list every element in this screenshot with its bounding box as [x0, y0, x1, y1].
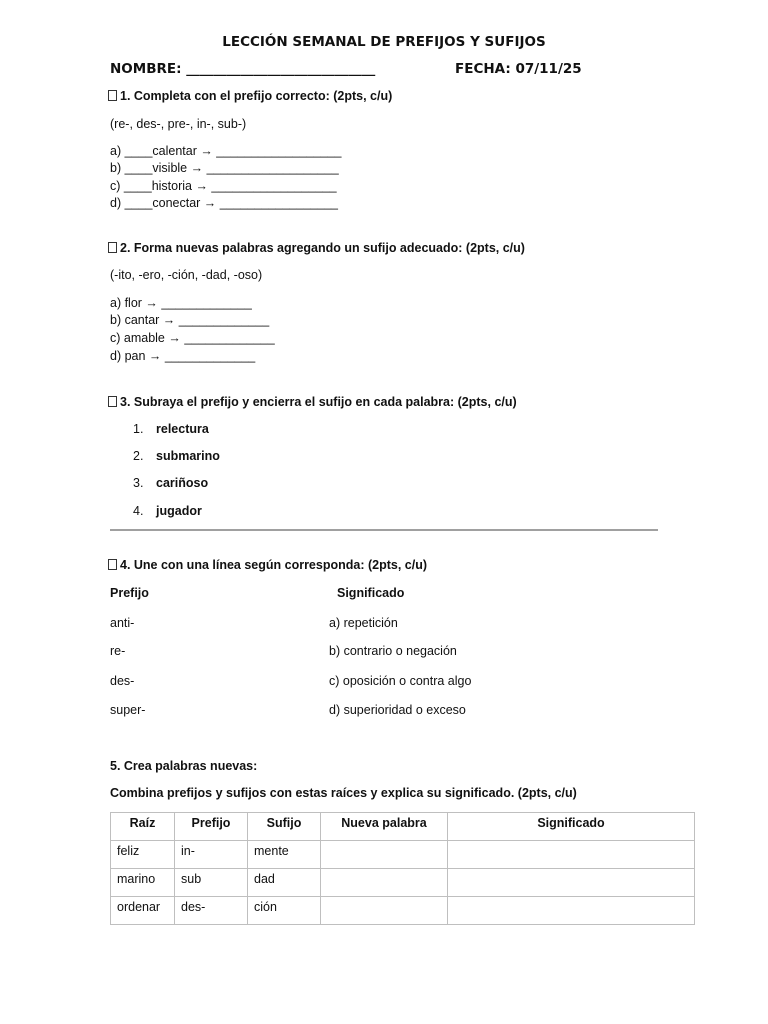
- section1-item-c[interactable]: c) ____historia → __________________: [110, 179, 337, 193]
- table-row: [111, 897, 695, 925]
- root-cell: marino: [111, 869, 175, 897]
- prefix-item[interactable]: des-: [110, 674, 135, 688]
- suffix-cell: ción: [248, 897, 321, 925]
- section2-item-c[interactable]: c) amable → _____________: [110, 331, 275, 345]
- new-word-cell[interactable]: [321, 841, 448, 869]
- prefix-cell: in-: [175, 841, 248, 869]
- section5-instruction: Combina prefijos y sufijos con estas raíces y explica su significado. (2pts, c/u): [110, 786, 577, 800]
- section2-heading: [108, 241, 525, 255]
- meaning-item[interactable]: a) repetición: [329, 616, 398, 630]
- page-title: LECCIÓN SEMANAL DE PREFIJOS Y SUFIJOS: [222, 34, 546, 50]
- date-label: FECHA: 07/11/25: [455, 61, 582, 77]
- column-header-new-word: Nueva palabra: [321, 813, 448, 841]
- prefix-column-header: Prefijo: [110, 586, 149, 600]
- section3-num-3: 3.: [133, 476, 144, 490]
- table-row: [111, 841, 695, 869]
- section1-item-d[interactable]: d) ____conectar → _________________: [110, 196, 338, 210]
- new-word-cell[interactable]: [321, 869, 448, 897]
- section1-item-a[interactable]: a) ____calentar → __________________: [110, 144, 342, 158]
- column-header-suffix: Sufijo: [248, 813, 321, 841]
- new-word-cell[interactable]: [321, 897, 448, 925]
- column-header-root: Raíz: [111, 813, 175, 841]
- root-cell: ordenar: [111, 897, 175, 925]
- prefix-item[interactable]: super-: [110, 703, 146, 717]
- prefix-cell: sub: [175, 869, 248, 897]
- section3-word-2: submarino: [156, 449, 220, 463]
- meaning-item[interactable]: d) superioridad o exceso: [329, 703, 466, 717]
- section2-options: (-ito, -ero, -ción, -dad, -oso): [110, 268, 263, 282]
- section1-heading: [108, 89, 392, 103]
- section2-item-d[interactable]: d) pan → _____________: [110, 349, 256, 363]
- section3-heading: [108, 395, 517, 409]
- section4-heading-text: 4. Une con una línea según corresponda: (2pts, c/u): [120, 558, 428, 572]
- meaning-column-header: Significado: [337, 586, 405, 600]
- section1-item-b[interactable]: b) ____visible → ___________________: [110, 161, 339, 175]
- section3-num-1: 1.: [133, 422, 144, 436]
- section1-options: (re-, des-, pre-, in-, sub-): [110, 117, 247, 131]
- section3-word-4: jugador: [156, 504, 202, 518]
- prefix-cell: des-: [175, 897, 248, 925]
- horizontal-divider: [110, 529, 658, 531]
- section2-heading-text: 2. Forma nuevas palabras agregando un sufijo adecuado: (2pts, c/u): [120, 241, 525, 255]
- section3-word-3: cariñoso: [156, 476, 209, 490]
- section3-heading-text: 3. Subraya el prefijo y encierra el sufijo en cada palabra: (2pts, c/u): [120, 395, 517, 409]
- column-header-meaning: Significado: [448, 813, 695, 841]
- name-field-label[interactable]: NOMBRE: ____________________________: [110, 61, 376, 77]
- table-header-row: [111, 813, 695, 841]
- checkbox-glyph-icon: [108, 242, 117, 253]
- section1-heading-text: 1. Completa con el prefijo correcto: (2pts, c/u): [120, 89, 393, 103]
- section4-heading: [108, 558, 427, 572]
- root-cell: feliz: [111, 841, 175, 869]
- checkbox-glyph-icon: [108, 396, 117, 407]
- section3-word-1: relectura: [156, 422, 209, 436]
- section2-item-a[interactable]: a) flor → _____________: [110, 296, 252, 310]
- suffix-cell: dad: [248, 869, 321, 897]
- checkbox-glyph-icon: [108, 90, 117, 101]
- section3-num-2: 2.: [133, 449, 144, 463]
- column-header-prefix: Prefijo: [175, 813, 248, 841]
- section2-item-b[interactable]: b) cantar → _____________: [110, 313, 270, 327]
- meaning-item[interactable]: c) oposición o contra algo: [329, 674, 472, 688]
- table-row: [111, 869, 695, 897]
- word-building-table: [110, 812, 695, 925]
- prefix-item[interactable]: anti-: [110, 616, 135, 630]
- suffix-cell: mente: [248, 841, 321, 869]
- meaning-cell[interactable]: [448, 869, 695, 897]
- meaning-cell[interactable]: [448, 897, 695, 925]
- meaning-item[interactable]: b) contrario o negación: [329, 644, 457, 658]
- section5-heading: 5. Crea palabras nuevas:: [110, 759, 258, 773]
- meaning-cell[interactable]: [448, 841, 695, 869]
- checkbox-glyph-icon: [108, 559, 117, 570]
- prefix-item[interactable]: re-: [110, 644, 126, 658]
- section3-num-4: 4.: [133, 504, 144, 518]
